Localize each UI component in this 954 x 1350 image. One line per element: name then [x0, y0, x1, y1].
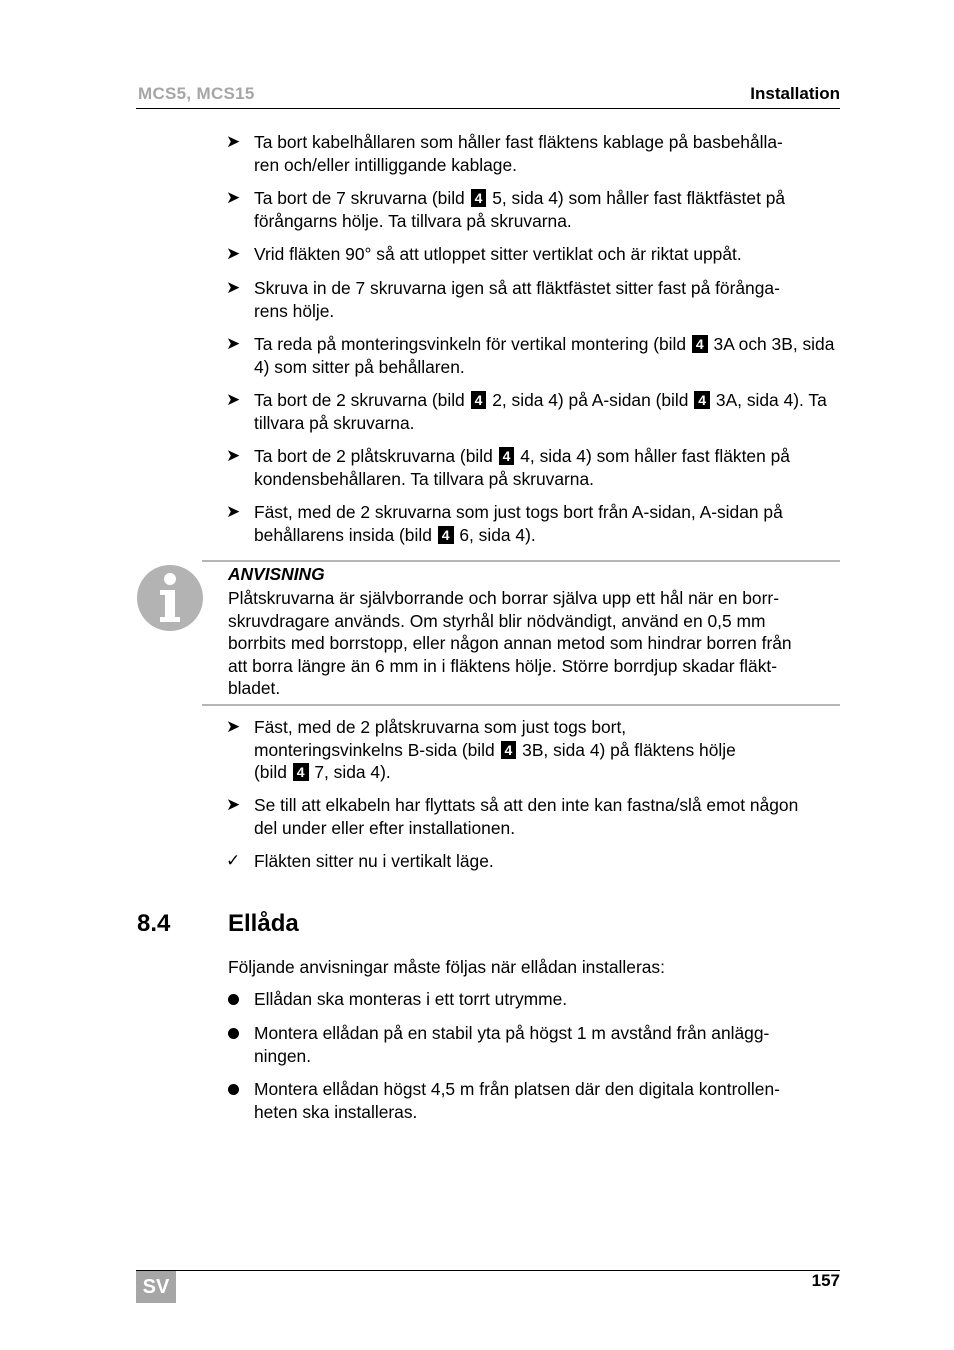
list-item-text: Montera ellådan på en stabil yta på högst 1 m avstånd från anlägg- ningen. [254, 1023, 770, 1066]
figure-ref-badge: 4 [471, 189, 487, 207]
checkmark-icon: ✓ [226, 851, 241, 870]
list-item-text: Montera ellådan högst 4,5 m från platsen där den digitala kontrollen- heten ska installeras. [254, 1079, 780, 1122]
note-body: Plåtskruvarna är självborrande och borrar själva upp ett hål när en borr- skruvdragare används. Om styrhål blir nödvändigt, använd en 0,5 mm borrbits med borrstopp, eller någon annan metod som hindrar borren från att borra längre än 6 mm in i fläktens hölje. Större borrdjup skadar fläkt- bladet. [228, 588, 792, 698]
step-item [226, 333, 846, 378]
step-text: Ta bort de 7 skruvarna (bild 4 5, sida 4) som håller fast fläktfästet på förångarns hölje. Ta tillvara på skruvarna. [254, 188, 786, 231]
footer-divider [136, 1270, 840, 1271]
arrow-bullet-icon: ➤ [226, 502, 241, 521]
step-item [226, 277, 846, 322]
step-item [226, 187, 846, 232]
step-text: Fäst, med de 2 plåtskruvarna som just togs bort, monteringsvinkelns B-sida (bild 4 3B, sida 4) på fläktens hölje (bild 4 7, sida 4). [254, 717, 736, 782]
step-text: Skruva in de 7 skruvarna igen så att fläktfästet sitter fast på förånga- rens hölje. [254, 278, 780, 321]
arrow-bullet-icon: ➤ [226, 132, 241, 151]
list-item-text: Ellådan ska monteras i ett torrt utrymme. [254, 989, 568, 1009]
note-top-rule [202, 560, 840, 562]
section-title: Ellåda [228, 910, 299, 937]
bullet-dot-icon [228, 1084, 239, 1095]
bullet-dot-icon [228, 1028, 239, 1039]
arrow-bullet-icon: ➤ [226, 717, 241, 736]
section-number: 8.4 [137, 910, 171, 937]
figure-ref-badge: 4 [499, 447, 515, 465]
page-number: 157 [811, 1271, 840, 1290]
arrow-bullet-icon: ➤ [226, 446, 241, 465]
arrow-bullet-icon: ➤ [226, 334, 241, 353]
step-item [226, 794, 846, 839]
figure-ref-badge: 4 [694, 391, 710, 409]
step-text: Se till att elkabeln har flyttats så att den inte kan fastna/slå emot någon del under eller efter installationen. [254, 795, 799, 838]
info-icon [136, 564, 204, 632]
figure-ref-badge: 4 [692, 335, 708, 353]
arrow-bullet-icon: ➤ [226, 390, 241, 409]
figure-ref-badge: 4 [501, 741, 517, 759]
step-item [226, 445, 846, 490]
list-item [226, 1022, 846, 1067]
figure-ref-badge: 4 [471, 391, 487, 409]
list-item [226, 988, 846, 1011]
list-item [226, 1078, 846, 1123]
arrow-bullet-icon: ➤ [226, 244, 241, 263]
step-item [226, 716, 846, 784]
step-text: Ta bort kabelhållaren som håller fast fläktens kablage på basbehålla- ren och/eller intilliggande kablage. [254, 132, 783, 175]
section-intro: Följande anvisningar måste följas när ellådan installeras: [228, 957, 665, 977]
result-item [226, 850, 846, 873]
step-item [226, 389, 846, 434]
note-title: ANVISNING [228, 564, 325, 584]
result-text: Fläkten sitter nu i vertikalt läge. [254, 851, 494, 871]
step-item [226, 243, 846, 266]
bullet-dot-icon [228, 994, 239, 1005]
figure-ref-badge: 4 [438, 526, 454, 544]
step-text: Vrid fläkten 90° så att utloppet sitter vertiklat och är riktat uppåt. [254, 244, 742, 264]
header-chapter: Installation [750, 84, 840, 103]
step-text: Ta bort de 2 plåtskruvarna (bild 4 4, sida 4) som håller fast fläkten på kondensbehållaren. Ta tillvara på skruvarna. [254, 446, 790, 489]
arrow-bullet-icon: ➤ [226, 188, 241, 207]
figure-ref-badge: 4 [293, 763, 309, 781]
step-text: Ta reda på monteringsvinkeln för vertikal montering (bild 4 3A och 3B, sida 4) som sitter på behållaren. [254, 334, 835, 377]
step-item [226, 131, 846, 176]
language-badge: SV [136, 1271, 176, 1303]
arrow-bullet-icon: ➤ [226, 795, 241, 814]
arrow-bullet-icon: ➤ [226, 278, 241, 297]
note-bottom-rule [202, 704, 840, 706]
header-product: MCS5, MCS15 [138, 84, 255, 103]
step-item [226, 501, 846, 546]
step-text: Fäst, med de 2 skruvarna som just togs bort från A-sidan, A-sidan på behållarens insida (bild 4 6, sida 4). [254, 502, 783, 545]
header-divider [136, 108, 840, 109]
step-text: Ta bort de 2 skruvarna (bild 4 2, sida 4) på A-sidan (bild 4 3A, sida 4). Ta tillvara på skruvarna. [254, 390, 827, 433]
